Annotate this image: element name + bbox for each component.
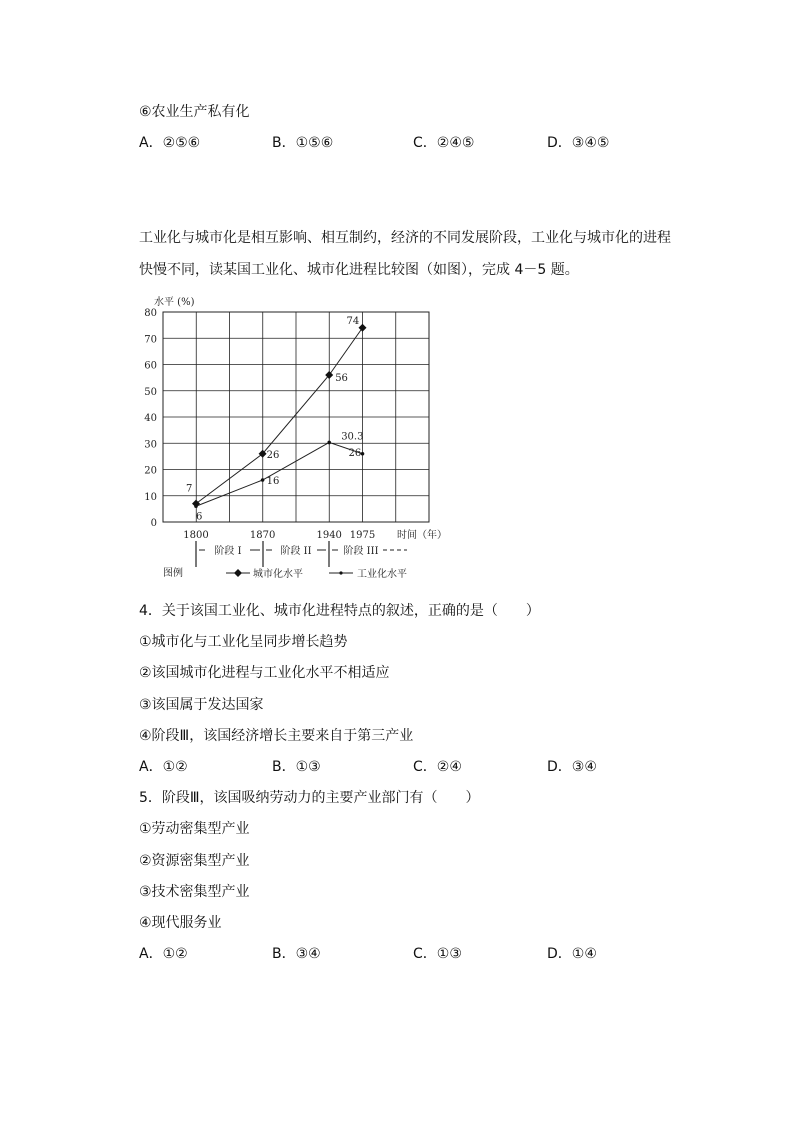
q5-option-b[interactable]: B．③④ bbox=[272, 946, 321, 962]
q4-stem: 4．关于该国工业化、城市化进程特点的叙述，正确的是（ ） bbox=[139, 603, 540, 619]
q3-option-b[interactable]: B．①⑤⑥ bbox=[272, 135, 334, 151]
q4-option-a[interactable]: A．①② bbox=[139, 759, 188, 775]
y-tick-label: 40 bbox=[144, 413, 157, 424]
x-tick-label: 1870 bbox=[249, 530, 276, 541]
industrialization-urbanization-chart bbox=[139, 295, 459, 585]
data-label: 16 bbox=[266, 476, 280, 487]
x-tick-label: 1940 bbox=[316, 530, 342, 541]
q5-option-c[interactable]: C．①③ bbox=[413, 946, 462, 962]
data-label: 26 bbox=[266, 449, 280, 461]
q3-option-d[interactable]: D．③④⑤ bbox=[547, 135, 610, 151]
x-tick-label: 1975 bbox=[349, 530, 376, 541]
y-tick-label: 20 bbox=[144, 465, 157, 477]
q3-option-a[interactable]: A．②⑤⑥ bbox=[139, 135, 201, 151]
q4-item-4: ④阶段Ⅲ，该国经济增长主要来自于第三产业 bbox=[139, 728, 414, 744]
q4-option-d[interactable]: D．③④ bbox=[547, 759, 597, 775]
q4-options bbox=[139, 758, 699, 776]
q5-item-1: ①劳动密集型产业 bbox=[139, 821, 250, 837]
legend-title: 图例 bbox=[163, 568, 183, 579]
data-label: 7 bbox=[186, 483, 193, 495]
data-label: 56 bbox=[335, 373, 348, 384]
intro-line-1: 工业化与城市化是相互影响、相互制约，经济的不同发展阶段，工业化与城市化的进程 bbox=[139, 230, 671, 246]
intro-line-2: 快慢不同，读某国工业化、城市化进程比较图（如图），完成 4－5 题。 bbox=[139, 262, 579, 278]
stage-1-label: 阶段 I bbox=[214, 546, 242, 557]
q5-item-3: ③技术密集型产业 bbox=[139, 884, 250, 900]
data-label: 30.3 bbox=[341, 431, 364, 443]
q3-item-6: ⑥农业生产私有化 bbox=[139, 104, 250, 120]
data-label: 6 bbox=[196, 511, 203, 523]
legend-urbanization-label: 城市化水平 bbox=[253, 569, 303, 580]
q4-item-2: ②该国城市化进程与工业化水平不相适应 bbox=[139, 665, 390, 681]
q4-option-b[interactable]: B．①③ bbox=[272, 759, 321, 775]
y-tick-label: 50 bbox=[144, 386, 157, 398]
q5-item-4: ④现代服务业 bbox=[139, 915, 222, 931]
q5-options bbox=[139, 945, 699, 963]
chart-legend bbox=[163, 566, 407, 580]
stage-2-label: 阶段 II bbox=[280, 546, 312, 557]
data-point-urbanization bbox=[359, 324, 367, 332]
data-point-industrialization bbox=[194, 504, 198, 508]
q5-stem: 5．阶段Ⅲ，该国吸纳劳动力的主要产业部门有（ ） bbox=[139, 790, 480, 806]
q5-option-d[interactable]: D．①④ bbox=[547, 946, 597, 962]
x-tick-labels bbox=[183, 530, 375, 541]
x-tick-label: 1800 bbox=[183, 530, 209, 541]
x-axis-label: 时间（年） bbox=[397, 530, 447, 541]
stage-bar bbox=[196, 541, 407, 567]
q4-item-1: ①城市化与工业化呈同步增长趋势 bbox=[139, 634, 348, 650]
y-tick-label: 10 bbox=[144, 491, 157, 503]
data-point-industrialization bbox=[361, 452, 365, 456]
y-tick-labels bbox=[144, 308, 157, 529]
y-tick-label: 60 bbox=[144, 360, 157, 372]
legend-urbanization-marker bbox=[234, 569, 242, 577]
chart-grid bbox=[163, 312, 429, 522]
data-label: 74 bbox=[346, 315, 360, 327]
data-point-industrialization bbox=[327, 441, 331, 445]
q3-options bbox=[139, 134, 699, 152]
y-tick-label: 0 bbox=[150, 518, 157, 529]
data-label: 26 bbox=[348, 447, 362, 459]
chart-series bbox=[186, 316, 367, 523]
stage-3-label: 阶段 III bbox=[343, 546, 379, 557]
y-tick-label: 80 bbox=[144, 308, 157, 319]
y-axis-label: 水平 (%) bbox=[154, 297, 195, 308]
q3-option-c[interactable]: C．②④⑤ bbox=[413, 135, 475, 151]
q5-item-2: ②资源密集型产业 bbox=[139, 853, 250, 869]
legend-industrialization-label: 工业化水平 bbox=[357, 569, 407, 580]
q5-option-a[interactable]: A．①② bbox=[139, 946, 188, 962]
legend-industrialization-marker bbox=[339, 571, 342, 574]
q4-item-3: ③该国属于发达国家 bbox=[139, 697, 264, 713]
data-point-industrialization bbox=[261, 478, 265, 482]
y-tick-label: 30 bbox=[144, 439, 157, 451]
q4-option-c[interactable]: C．②④ bbox=[413, 759, 462, 775]
y-tick-label: 70 bbox=[144, 334, 157, 346]
